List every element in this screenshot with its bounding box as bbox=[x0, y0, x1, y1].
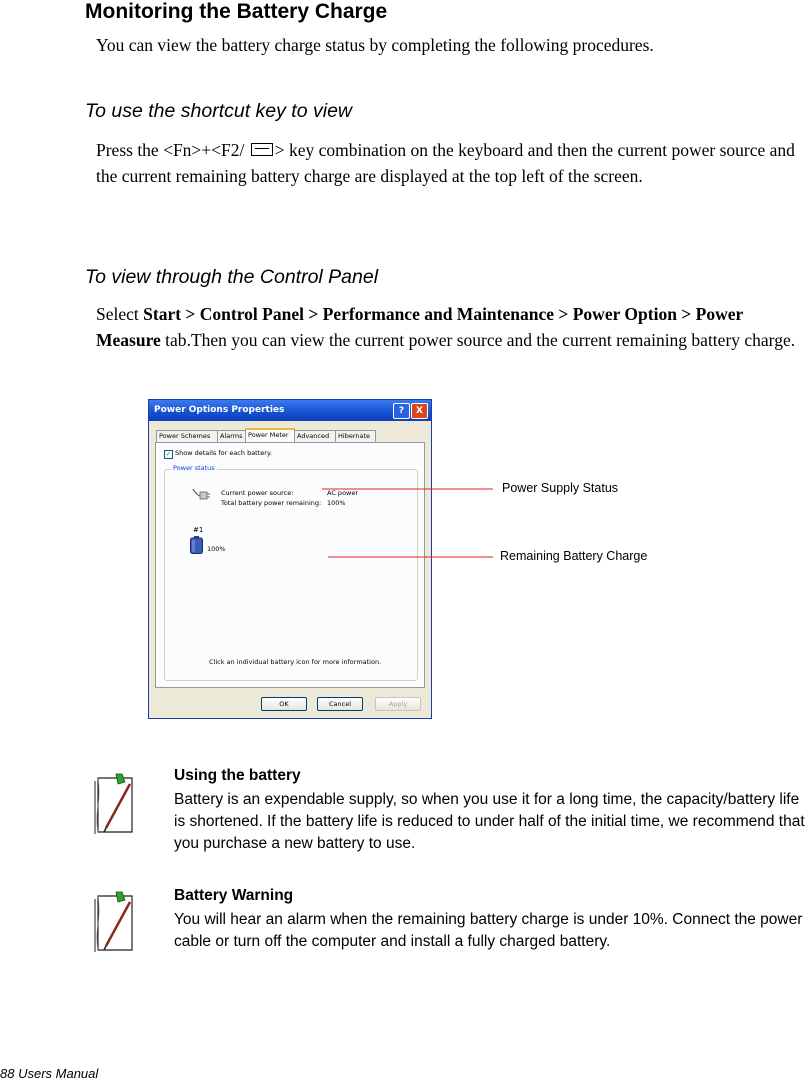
note-title-battery-warning: Battery Warning bbox=[174, 887, 294, 904]
cancel-button[interactable]: Cancel bbox=[317, 697, 363, 711]
note-pencil-icon bbox=[92, 772, 140, 834]
section-control-panel-text bbox=[96, 301, 806, 353]
ok-button[interactable]: OK bbox=[261, 697, 307, 711]
dialog-title: Power Options Properties bbox=[154, 405, 285, 415]
remaining-charge-callout: Remaining Battery Charge bbox=[500, 549, 648, 563]
tab-advanced[interactable]: Advanced bbox=[294, 430, 336, 442]
note-body-using-battery: Battery is an expendable supply, so when you use it for a long time, the capacity/battery life is shortened. If the battery life is reduced to under half of the initial time, we recommend that you purchase a new battery to use. bbox=[174, 791, 805, 852]
close-button[interactable]: X bbox=[411, 403, 428, 419]
power-status-label: Power status bbox=[173, 464, 215, 472]
note-title-using-battery: Using the battery bbox=[174, 767, 301, 784]
tab-power-meter[interactable]: Power Meter bbox=[245, 428, 295, 443]
checkmark-icon: ✓ bbox=[165, 450, 172, 458]
battery-percent: 100% bbox=[207, 545, 226, 553]
battery-key-icon bbox=[251, 143, 273, 156]
total-remaining-label: Total battery power remaining: bbox=[221, 499, 322, 507]
page-heading: Monitoring the Battery Charge bbox=[85, 0, 388, 23]
note-pencil-icon bbox=[92, 890, 140, 952]
apply-button[interactable]: Apply bbox=[375, 697, 421, 711]
tab-power-schemes[interactable]: Power Schemes bbox=[156, 430, 218, 442]
tab-word: tab bbox=[160, 330, 187, 350]
select-word: Select bbox=[96, 304, 144, 324]
dialog-titlebar bbox=[149, 400, 431, 421]
power-supply-callout: Power Supply Status bbox=[502, 481, 619, 495]
control-panel-rest: .Then you can view the current power source and the current remaining battery charge. bbox=[186, 330, 796, 350]
section-control-panel-title: To view through the Control Panel bbox=[85, 266, 379, 288]
shortcut-text-part1: Press the <Fn>+<F2/ bbox=[96, 140, 249, 160]
current-power-source-value: AC power bbox=[327, 489, 359, 497]
battery-icon[interactable] bbox=[190, 536, 203, 554]
power-meter-panel bbox=[155, 442, 425, 688]
section-shortcut-title: To use the shortcut key to view bbox=[85, 100, 353, 122]
ac-plug-icon bbox=[191, 486, 211, 502]
current-power-source-label: Current power source: bbox=[221, 489, 294, 497]
details-checkbox[interactable] bbox=[164, 449, 272, 459]
power-status-group bbox=[164, 464, 418, 681]
page-footer: 88 Users Manual bbox=[0, 1066, 99, 1081]
menu-path: Start > Control Panel > Performance and Maintenance > Power Option > Power Measure bbox=[96, 304, 743, 350]
tab-hibernate[interactable]: Hibernate bbox=[335, 430, 376, 442]
intro-text: You can view the battery charge status by completing the following procedures. bbox=[96, 35, 654, 55]
battery-footnote: Click an individual battery icon for more information. bbox=[209, 658, 382, 666]
help-button[interactable]: ? bbox=[393, 403, 410, 419]
power-options-dialog bbox=[148, 399, 432, 719]
section-shortcut-text bbox=[96, 137, 806, 189]
battery-number: #1 bbox=[193, 526, 204, 534]
shortcut-text-part2: > key combination on the keyboard and then the current power source and the current remaining battery charge are displayed at the top left of the screen. bbox=[96, 140, 795, 186]
total-remaining-value: 100% bbox=[327, 499, 346, 507]
details-checkbox-label: Show details for each battery. bbox=[175, 449, 272, 457]
tab-alarms[interactable]: Alarms bbox=[217, 430, 248, 442]
note-body-battery-warning: You will hear an alarm when the remaining battery charge is under 10%. Connect the power cable or turn off the computer and install a fully charged battery. bbox=[174, 911, 803, 950]
